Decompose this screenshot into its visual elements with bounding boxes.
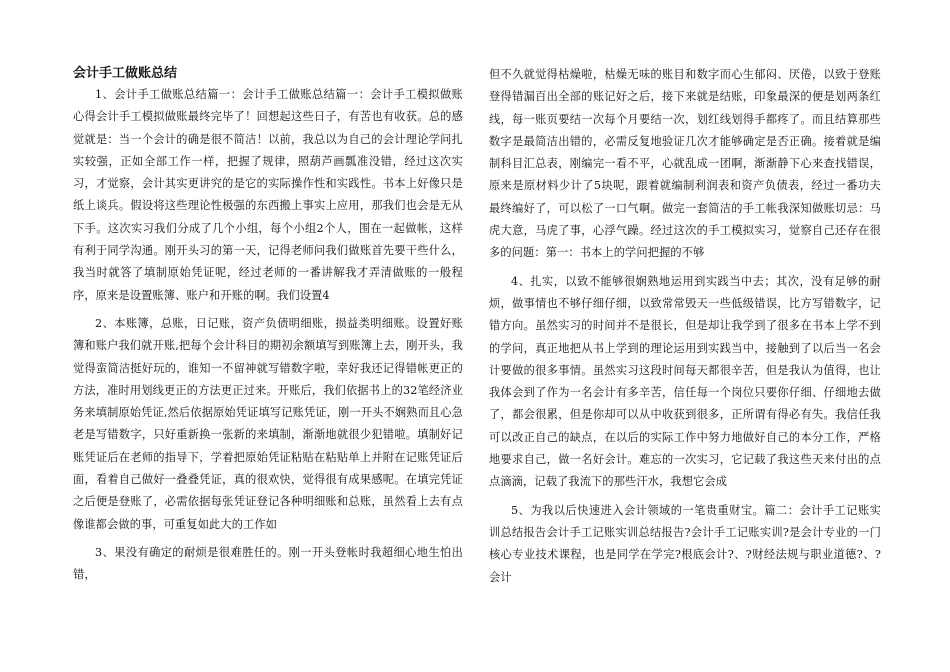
paragraph-1: 1、会计手工做账总结篇一：会计手工做账总结篇一：会计手工模拟做账心得会计手工模拟做账最终完毕了！回想起这些日子，有苦也有收获。总的感觉就是：当一个会计的确是很不简洁！以前，我总以为自己的会计理论学问扎实较强，正如全部工作一样，把握了规律，照葫芦画瓢准没错，经过这次实习，才觉察，会计其实更讲究的是它的实际操作性和实践性。书本上好像只是纸上谈兵。假设将这些理论性极强的东西搬上事实上应用，那我们也会是无从下手。这次实习我们分成了几个小组，每个小组2个人，围在一起做帐，这样有利于同学沟通。刚开头习的第一天，记得老师问我们做账首先要干些什么，我当时就答了填制原始凭证呢，经过老师的一番讲解我才弄清做账的一般程序，原来是设置账簿、账户和开账的啊。我们设置4 [73, 88, 463, 302]
paragraph-2: 2、本账簿，总账，日记账，资产负债明细账，损益类明细账。设置好账簿和账户我们就开账,把每个会计科目的期初余额填写到账簿上去，刚开头，我觉得蛮简洁挺好玩的，谁知一不留神就写错数字啦，幸好我还记得错帐更正的方法，准时用划线更正的方法更正过来。开账后，我们依据书上的32笔经济业务来填制原始凭证,然后依据原始凭证填写记账凭证，刚一开头不娴熟而且心急老是写错数字，只好重新换一张新的来填制，渐渐地就很少犯错啦。填制好记账凭证后在老师的指导下，学着把原始凭证粘贴在粘贴单上并附在记账凭证后面，看着自己做好一叠叠凭证，真的很欢快，觉得很有成果感呢。在填完凭证之后便是登账了，必需依据每张凭证登记各种明细账和总账，虽然看上去有点像谁都会做的事，可重复如此大的工作如 [73, 316, 463, 531]
left-column [73, 64, 463, 593]
right-column [489, 64, 881, 595]
paragraph-4: 4、扎实，以致不能够很娴熟地运用到实践当中去；其次，没有足够的耐烦，做事情也不够仔细仔细，以致常常毁天一些低级错误，比方写错数字，记错方向。虽然实习的时间并不是很长，但是却让我学到了很多在书本上学不到的学问，真正地把从书上学到的理论运用到实践当中，接触到了以后当一名会计要做的很多事情。虽然实习这段时间每天都很辛苦，但是我认为值得，也让我体会到了作为一名会计有多辛苦，信任每一个岗位只要你仔细、仔细地去做了，都会很累，但是你却可以从中收获到很多，正所谓有得必有失。我信任我可以改正自己的缺点，在以后的实际工作中努力地做好自己的本分工作，严格地要求自己，做一名好会计。难忘的一次实习，它记载了我这些天来付出的点点滴滴，记载了我流下的那些汗水，我想它会成 [489, 274, 881, 489]
paragraph-3-start: 3、果没有确定的耐烦是很难胜任的。刚一开头登帐时我超细心地生怕出错， [73, 545, 463, 582]
paragraph-3-continued: 但不久就觉得枯燥啦，枯燥无味的账目和数字而心生郁闷、厌倦，以致于登账登得错漏百出全部的账记好之后，接下来就是结账，印象最深的便是划两条红线，每一账页要结一次每个月要结一次，划红线划得手都疼了。而且结算那些数字是最简洁出错的，必需反复地验证几次才能够确定是否正确。接着就是编制科目汇总表，刚编完一看不平，心就乱成一团啊，渐渐静下心来查找错误，原来是原材料少计了5块呢，跟着就编制利润表和资产负债表，经过一番功夫最终编好了，可以松了一口气啊。做完一套简洁的手工帐我深知做账切忌：马虎大意，马虎了事，心浮气躁。经过这次的手工模拟实习，觉察自己还存在很多的问题：第一：书本上的学问把握的不够 [489, 68, 881, 260]
paragraph-5: 5、为我以后快速进入会计领域的一笔贵重财宝。篇二：会计手工记账实训总结报告会计手工记账实训总结报告?会计手工记账实训?是会计专业的一门核心专业技术课程，也是同学在学完?根底会计?、?财经法规与职业道德?、?会计 [489, 503, 881, 584]
document-title: 会计手工做账总结 [73, 66, 178, 81]
